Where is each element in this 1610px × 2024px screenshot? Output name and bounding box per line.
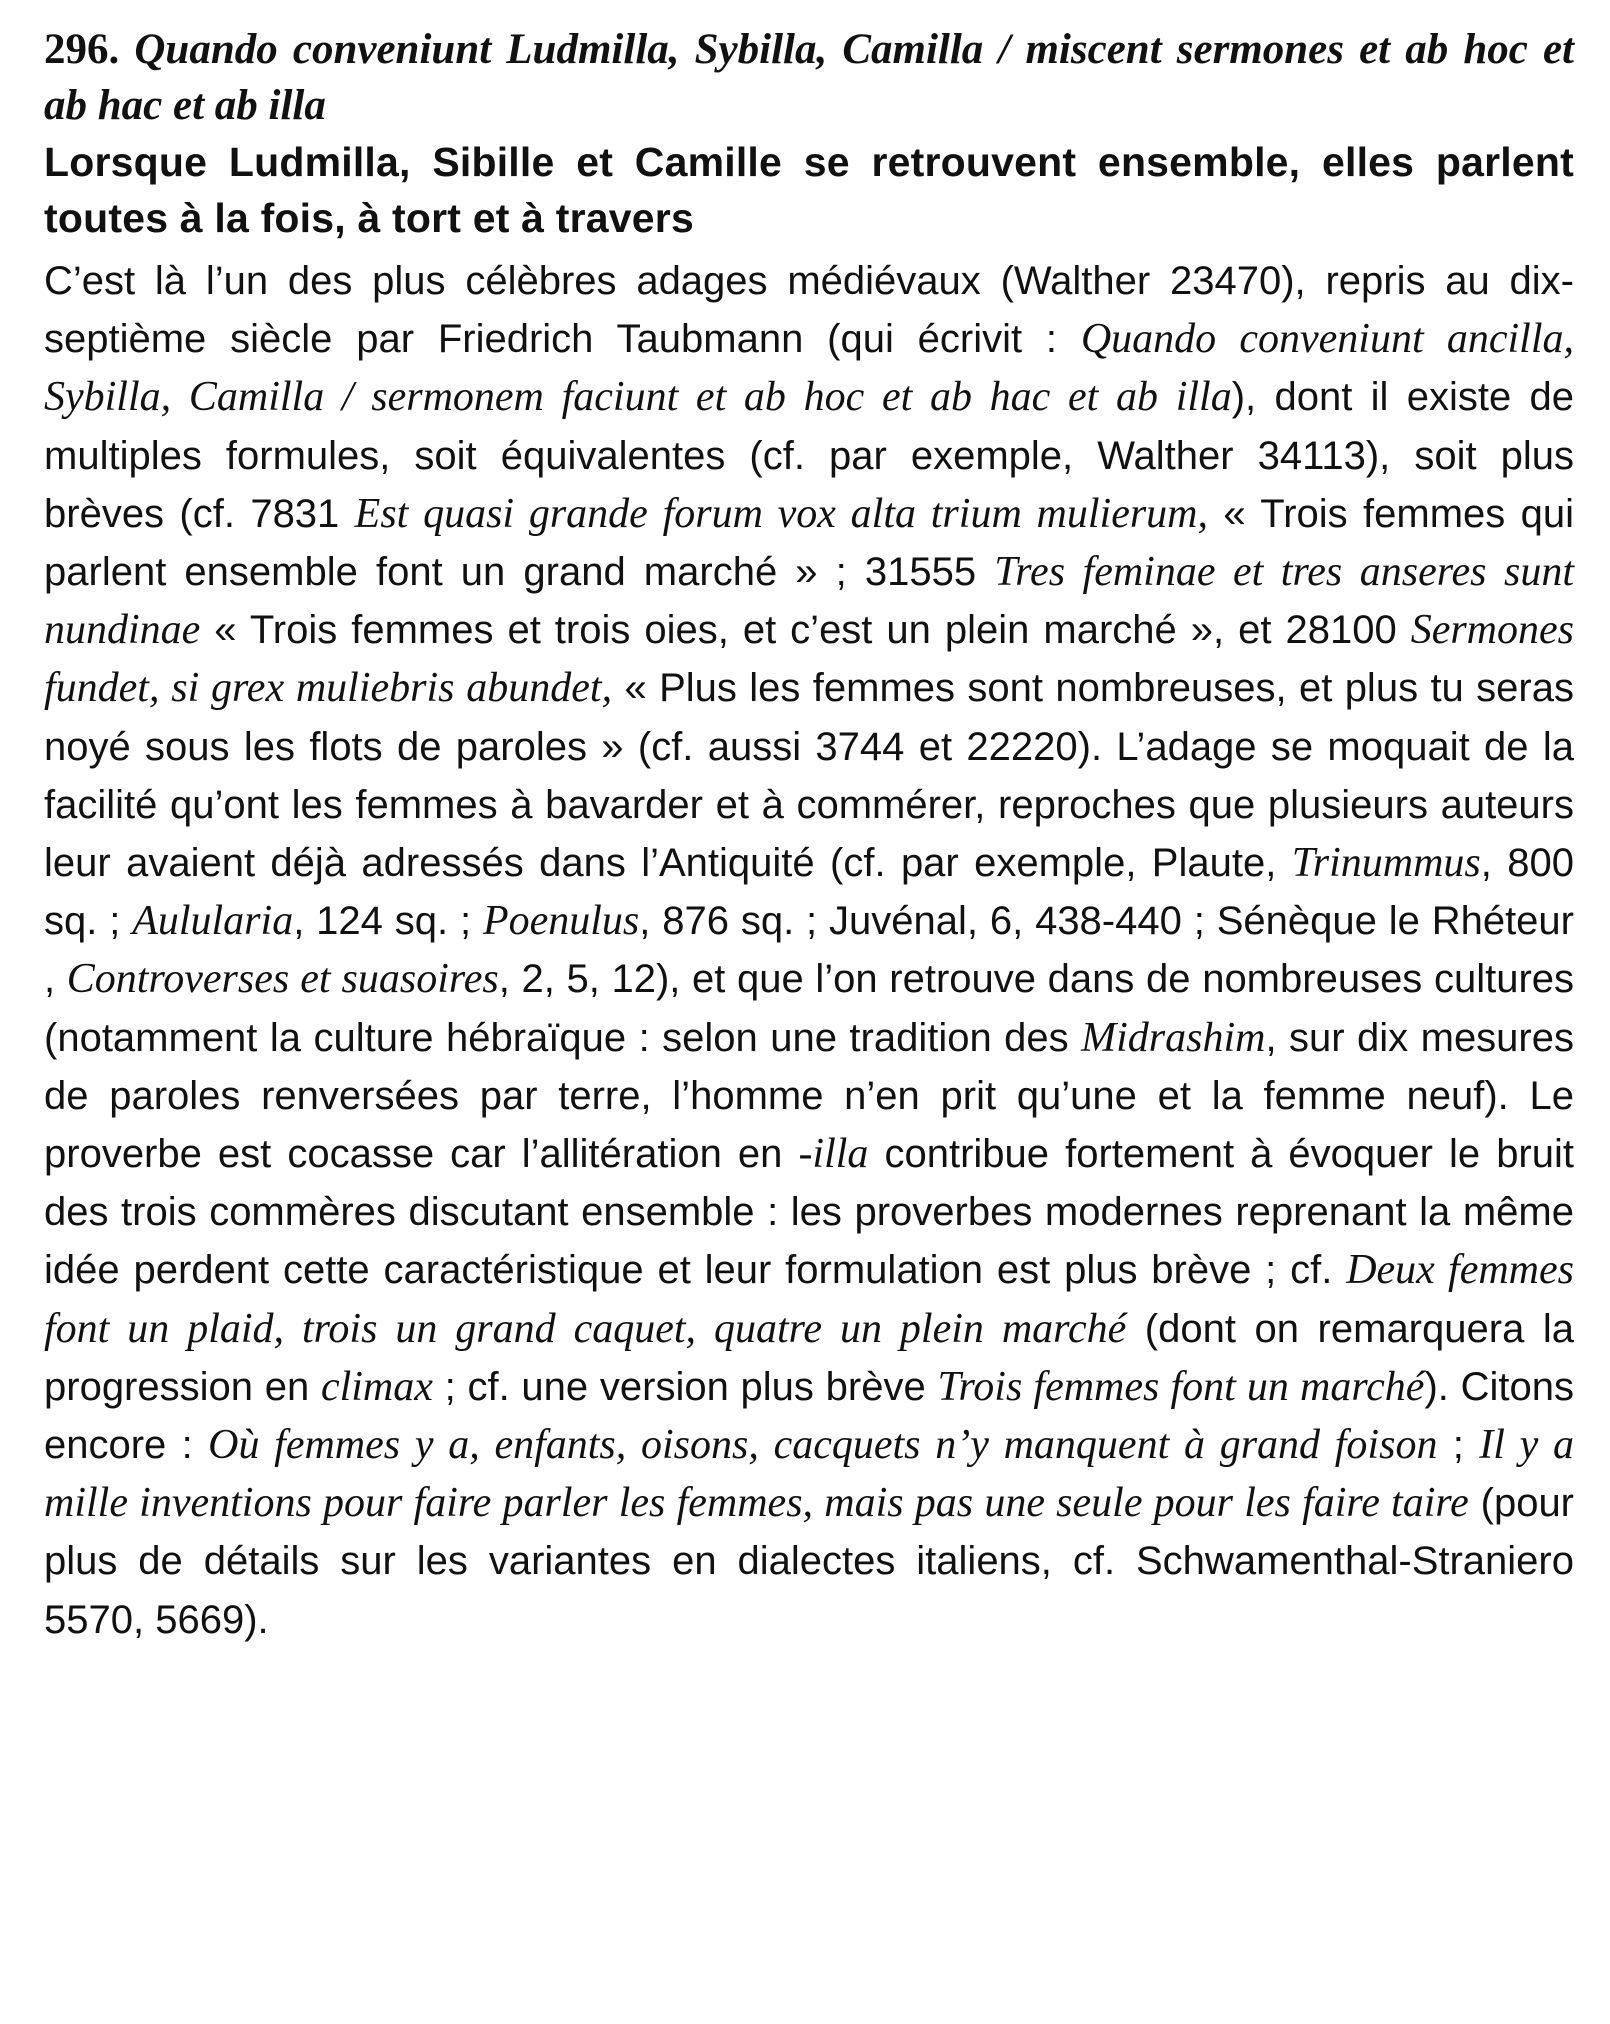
dictionary-entry bbox=[44, 22, 1574, 1649]
text-run: « Trois femmes qui parlent ensemble font un grand marché » ; 31555 bbox=[44, 491, 1574, 595]
text-run: « Trois femmes et trois oies, et c’est un plein marché », et 28100 bbox=[200, 608, 1411, 653]
italic-citation: Quando conveniunt ancilla, Sybilla, Camilla / sermonem faciunt et ab hoc et ab hac et ab illa bbox=[44, 316, 1574, 421]
text-run: , 876 sq. ; Juvénal, 6, 438-440 ; Sénèque le Rhéteur , bbox=[44, 899, 1574, 1002]
text-run: contribue fortement à évoquer le bruit des trois commères discutant ensemble : les proverbes modernes reprenant la même idée perdent cette caractéristique et leur formulation est plus brève ; cf. bbox=[44, 1132, 1574, 1293]
latin-proverb-heading bbox=[44, 22, 1574, 134]
italic-citation: climax bbox=[320, 1363, 433, 1410]
italic-citation: Midrashim bbox=[1081, 1014, 1266, 1061]
text-run: , 800 sq. ; bbox=[44, 841, 1574, 944]
text-run: , 2, 5, 12), et que l’on retrouve dans de nombreuses cultures (notamment la culture hébraïque : selon une tradition des bbox=[44, 957, 1575, 1060]
italic-citation: Est quasi grande forum vox alta trium mulierum, bbox=[354, 490, 1209, 537]
italic-citation: Où femmes y a, enfants, oisons, cacquets n’y manquent à grand foison bbox=[208, 1422, 1438, 1469]
italic-citation: Deux femmes font un plaid, trois un grand caquet, quatre un plein marché bbox=[44, 1247, 1574, 1352]
italic-citation: Sermones fundet, si grex muliebris abundet, bbox=[44, 607, 1574, 712]
text-run: (dont on remarquera la progression en bbox=[44, 1306, 1574, 1409]
text-run: , 124 sq. ; bbox=[293, 899, 483, 944]
french-translation-heading: Lorsque Ludmilla, Sibille et Camille se retrouvent ensemble, elles parlent toutes à la fois, à tort et à travers bbox=[44, 139, 1574, 241]
commentary-paragraph bbox=[44, 252, 1574, 1649]
italic-citation: Controverses et suasoires bbox=[66, 956, 499, 1003]
italic-citation: Poenulus bbox=[482, 898, 640, 945]
italic-citation: Aulularia bbox=[132, 898, 294, 945]
text-run: C’est là l’un des plus célèbres adages médiévaux (Walther 23470), repris au dix-septième siècle par Friedrich Taubmann (qui écrivit : bbox=[44, 259, 1574, 362]
text-run: ), dont il existe de multiples formules, soit équivalentes (cf. par exemple, Walther 34113), soit plus brèves (cf. 7831 bbox=[44, 375, 1574, 536]
text-run: ; bbox=[1437, 1423, 1480, 1468]
latin-proverb: Quando conveniunt Ludmilla, Sybilla, Camilla / miscent sermones et ab hoc et ab hac et ab illa bbox=[44, 26, 1575, 129]
italic-citation: Trois femmes font un marché bbox=[937, 1363, 1425, 1410]
italic-citation: Tres feminae et tres anseres sunt nundinae bbox=[44, 549, 1574, 654]
text-run: (pour plus de détails sur les variantes en dialectes italiens, cf. Schwamenthal-Straniero 5570, 5669). bbox=[44, 1481, 1575, 1642]
italic-citation: Il y a mille inventions pour faire parler les femmes, mais pas une seule pour les faire taire bbox=[44, 1422, 1574, 1527]
text-run: , sur dix mesures de paroles renversées par terre, l’homme n’en prit qu’une et la femme neuf). Le proverbe est cocasse car l’allitération en bbox=[44, 1015, 1574, 1177]
italic-citation: -illa bbox=[798, 1131, 869, 1178]
italic-citation: Trinummus bbox=[1291, 840, 1481, 887]
text-run: ). Citons encore : bbox=[44, 1364, 1574, 1468]
entry-number: 296. bbox=[44, 26, 120, 73]
text-run: « Plus les femmes sont nombreuses, et plus tu seras noyé sous les flots de paroles » (cf. aussi 3744 et 22220). L’adage se moquait de la facilité qu’ont les femmes à bavarder et à commérer, reproches que plusieurs auteurs leur avaient déjà adressés dans l’Antiquité (cf. par exemple, Plaute, bbox=[44, 666, 1574, 886]
text-run: ; cf. une version plus brève bbox=[432, 1364, 938, 1409]
